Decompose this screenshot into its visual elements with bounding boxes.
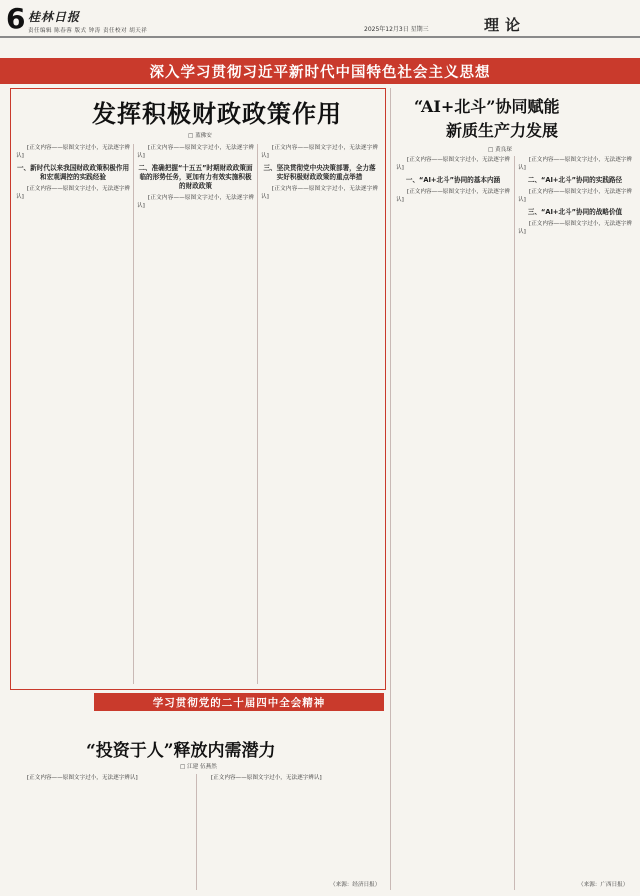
right-article-source: （来源：广西日报）	[578, 882, 629, 888]
main-paragraph: [正文内容——原图文字过小，无法逐字辨认]	[261, 185, 378, 201]
bottom-article-source: （来源：经济日报）	[330, 882, 381, 888]
column-rule	[514, 156, 515, 890]
bottom-article-column-2	[200, 774, 380, 878]
main-article-title: 发挥积极财政政策作用	[92, 99, 342, 128]
right-paragraph: [正文内容——原图文字过小，无法逐字辨认]	[518, 157, 632, 172]
editor-credits: 责任编辑 陈春蓉 版式 钟涛 责任校对 胡天祥	[28, 28, 148, 34]
section-divider	[390, 88, 391, 890]
right-paragraph: [正文内容——原图文字过小，无法逐字辨认]	[518, 188, 632, 204]
section-title: 理论	[484, 16, 527, 34]
right-heading-2: 二、“AI+北斗”协同的实践路径	[527, 175, 623, 184]
masthead-rule	[0, 36, 640, 38]
right-paragraph: [正文内容——原图文字过小，无法逐字辨认]	[396, 188, 510, 204]
bottom-article-byline: □ 江建 伍燕然	[180, 764, 217, 770]
right-article-title-line-1: “AI+北斗”协同赋能	[414, 97, 560, 116]
masthead	[0, 0, 640, 52]
main-paragraph: [正文内容——原图文字过小，无法逐字辨认]	[16, 145, 130, 160]
right-article-title-line-2: 新质生产力发展	[446, 121, 559, 140]
main-paragraph: [正文内容——原图文字过小，无法逐字辨认]	[137, 145, 254, 160]
right-paragraph: [正文内容——原图文字过小，无法逐字辨认]	[396, 157, 510, 172]
right-heading-3: 三、“AI+北斗”协同的战略价值	[527, 207, 623, 216]
main-heading-1: 一、新时代以来我国财政政策积极作用和宏观调控的实践经验	[16, 163, 130, 181]
main-heading-2: 二、准确把握“十五五”时期财政政策面临的形势任务，更加有力有效实施积极的财政政策	[138, 163, 253, 190]
right-article-column-1	[396, 156, 510, 890]
main-article-column-3	[261, 144, 378, 684]
main-article-column-1	[16, 144, 130, 684]
main-article-column-2	[137, 144, 254, 684]
right-heading-1: 一、“AI+北斗”协同的基本内涵	[405, 175, 501, 184]
bottom-paragraph: [正文内容——原图文字过小，无法逐字辨认]	[27, 775, 138, 781]
issue-date: 2025年12月3日 星期三	[364, 26, 429, 33]
column-rule	[196, 774, 197, 890]
column-rule	[133, 144, 134, 684]
theme-banner-text: 深入学习贯彻习近平新时代中国特色社会主义思想	[149, 64, 491, 81]
right-article-byline: □ 黄良琛	[488, 147, 512, 153]
study-banner-text: 学习贯彻党的二十届四中全会精神	[152, 696, 326, 709]
bottom-article-title: “投资于人”释放内需潜力	[86, 741, 276, 761]
study-banner	[94, 693, 384, 711]
main-article-byline: □ 蓝佛安	[188, 133, 212, 139]
paper-logo: 桂林日报	[28, 10, 81, 24]
theme-banner	[0, 58, 640, 84]
main-paragraph: [正文内容——原图文字过小，无法逐字辨认]	[137, 194, 254, 210]
main-paragraph: [正文内容——原图文字过小，无法逐字辨认]	[16, 185, 130, 201]
main-paragraph: [正文内容——原图文字过小，无法逐字辨认]	[261, 145, 378, 160]
column-rule	[257, 144, 258, 684]
page-number: 6	[6, 2, 26, 35]
bottom-article-column-1	[16, 774, 192, 890]
right-paragraph: [正文内容——原图文字过小，无法逐字辨认]	[518, 220, 632, 236]
bottom-paragraph: [正文内容——原图文字过小，无法逐字辨认]	[211, 775, 322, 781]
right-article-column-2	[518, 156, 632, 876]
main-heading-3: 三、坚决贯彻党中央决策部署，全力落实好积极财政政策的重点举措	[263, 163, 376, 181]
